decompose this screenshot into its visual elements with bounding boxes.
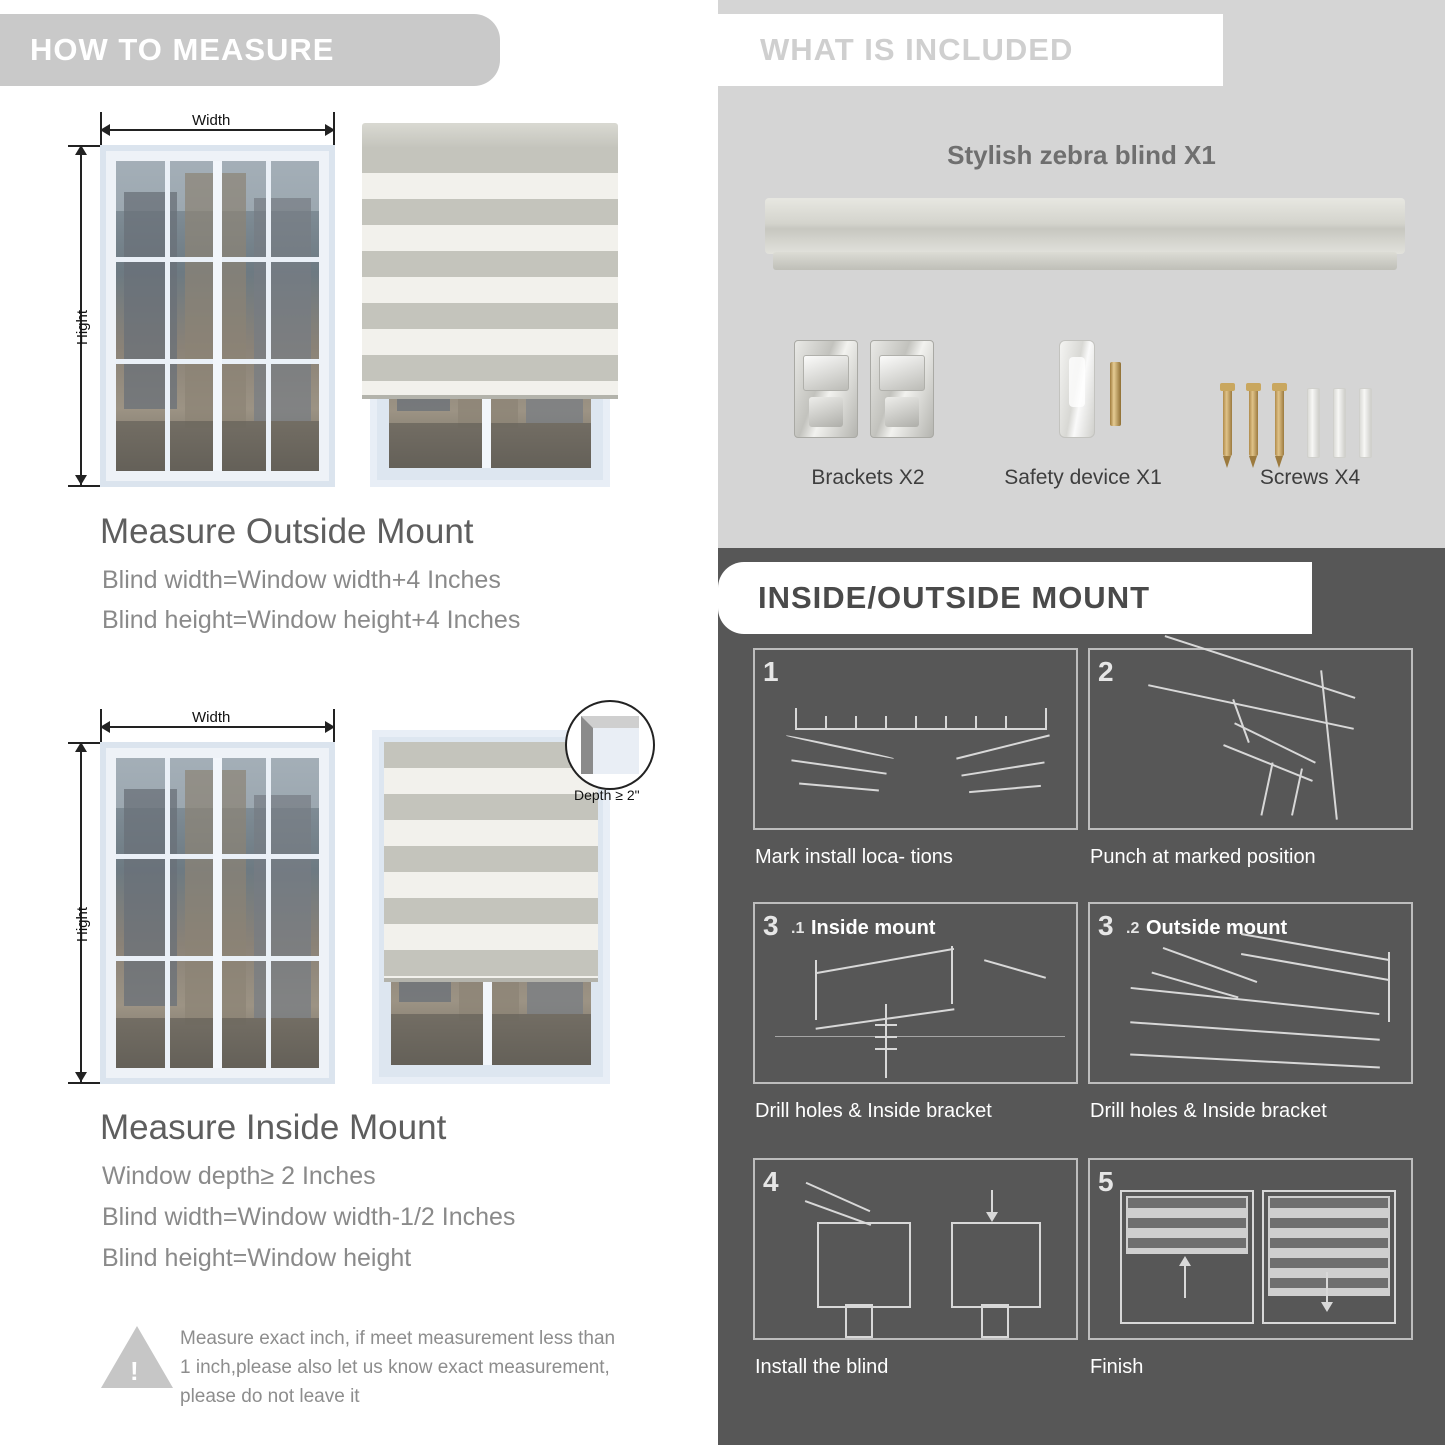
finished-blind-icon (1090, 1160, 1411, 1338)
step-3-2-number: 3 (1098, 910, 1114, 941)
outside-mount-rule-1: Blind width=Window width+4 Inches (102, 566, 501, 594)
inside-height-tick-top (68, 742, 100, 744)
warning-exclamation-glyph: ! (130, 1356, 139, 1386)
safety-device-screw-icon (1110, 362, 1121, 426)
outside-mount-blind-illustration (370, 165, 610, 487)
zebra-blind-bottomrail-graphic (773, 252, 1397, 270)
outside-width-dim-line (100, 129, 335, 131)
how-to-measure-panel (0, 0, 710, 1445)
step-1-caption: Mark install loca- tions (755, 846, 953, 868)
step-5-illustration (1088, 1158, 1413, 1340)
inside-mount-rule-1: Window depth≥ 2 Inches (102, 1162, 376, 1190)
inside-width-tick-left (100, 709, 102, 745)
inside-mount-heading: Measure Inside Mount (100, 1108, 447, 1147)
step-4-caption: Install the blind (755, 1356, 889, 1378)
step-5-number: 5 (1098, 1166, 1114, 1197)
inside-mount-blind-illustration (372, 730, 610, 1084)
included-product-title: Stylish zebra blind X1 (947, 140, 1216, 170)
outside-width-tick-left (100, 112, 102, 148)
step-3-1-illustration (753, 902, 1078, 1084)
depth-callout-circle (565, 700, 655, 790)
inside-outside-mount-banner (718, 562, 1312, 634)
screw-icon-2 (1249, 388, 1258, 456)
screw-icon-3 (1275, 388, 1284, 456)
outside-height-tick-bottom (68, 485, 100, 487)
outside-window-glass (116, 161, 319, 471)
bracket-screwdriver-icon (755, 904, 1076, 1082)
outside-blind-fabric (362, 147, 618, 399)
safety-device-label: Safety device X1 (1004, 466, 1162, 489)
outside-height-tick-top (68, 145, 100, 147)
outside-window-illustration (100, 145, 335, 487)
bracket-left-icon (794, 340, 858, 438)
inside-width-tick-right (333, 709, 335, 745)
inside-height-tick-bottom (68, 1082, 100, 1084)
inside-width-dim-line (100, 726, 335, 728)
step-4-number: 4 (763, 1166, 779, 1197)
step-3-2-inline-label: Outside mount (1146, 917, 1288, 939)
step-4-illustration (753, 1158, 1078, 1340)
drill-icon (1090, 650, 1411, 828)
wall-anchor-icon-3 (1359, 388, 1372, 458)
screw-icon-1 (1223, 388, 1232, 456)
safety-device-icon (1059, 340, 1095, 438)
outside-width-label: Width (186, 112, 236, 129)
screws-label: Screws X4 (1259, 466, 1361, 489)
inside-height-label: Hight (74, 906, 91, 942)
what-is-included-title: WHAT IS INCLUDED (760, 32, 1074, 67)
how-to-measure-title: HOW TO MEASURE (30, 32, 335, 67)
inside-mount-rule-3: Blind height=Window height (102, 1244, 412, 1272)
inside-height-arrow-down (75, 1072, 87, 1082)
step-3-1-caption: Drill holes & Inside bracket (755, 1100, 992, 1122)
zebra-blind-headrail-graphic (765, 198, 1405, 254)
warning-text: Measure exact inch, if meet measurement less than 1 inch,please also let us know exact measurement, please do not leave it (180, 1328, 616, 1407)
step-1-illustration (753, 648, 1078, 830)
inside-outside-mount-title: INSIDE/OUTSIDE MOUNT (758, 580, 1151, 615)
bracket-right-icon (870, 340, 934, 438)
outside-height-label: Hight (74, 309, 91, 345)
wall-anchor-icon-2 (1333, 388, 1346, 458)
outside-mount-rule-2: Blind height=Window height+4 Inches (102, 606, 521, 634)
step-3-1-number: 3 (763, 910, 779, 941)
step-3-1-subnumber: .1 (791, 920, 805, 937)
step-3-2-illustration (1088, 902, 1413, 1084)
inside-mount-rule-2: Blind width=Window width-1/2 Inches (102, 1203, 516, 1231)
inside-window-illustration (100, 742, 335, 1084)
inside-window-glass (116, 758, 319, 1068)
outside-height-arrow-down (75, 475, 87, 485)
step-1-number: 1 (763, 656, 779, 687)
step-2-number: 2 (1098, 656, 1114, 687)
what-is-included-banner (718, 14, 1223, 86)
outside-width-tick-right (333, 112, 335, 148)
brackets-label: Brackets X2 (811, 466, 925, 489)
bracket-wall-icon (1090, 904, 1411, 1082)
step-3-1-inline-label: Inside mount (811, 917, 936, 939)
how-to-measure-banner (0, 14, 500, 86)
wall-anchor-icon-1 (1307, 388, 1320, 458)
step-2-illustration (1088, 648, 1413, 830)
step-3-2-caption: Drill holes & Inside bracket (1090, 1100, 1327, 1122)
inside-blind-fabric (384, 742, 598, 982)
step-5-caption: Finish (1090, 1356, 1144, 1378)
inside-width-label: Width (186, 709, 236, 726)
hand-ruler-icon (755, 650, 1076, 828)
outside-mount-heading: Measure Outside Mount (100, 512, 474, 551)
blind-install-icon (755, 1160, 1076, 1338)
step-3-2-subnumber: .2 (1126, 920, 1140, 937)
depth-callout-label: Depth ≥ 2" (574, 787, 640, 803)
step-2-caption: Punch at marked position (1090, 846, 1316, 868)
